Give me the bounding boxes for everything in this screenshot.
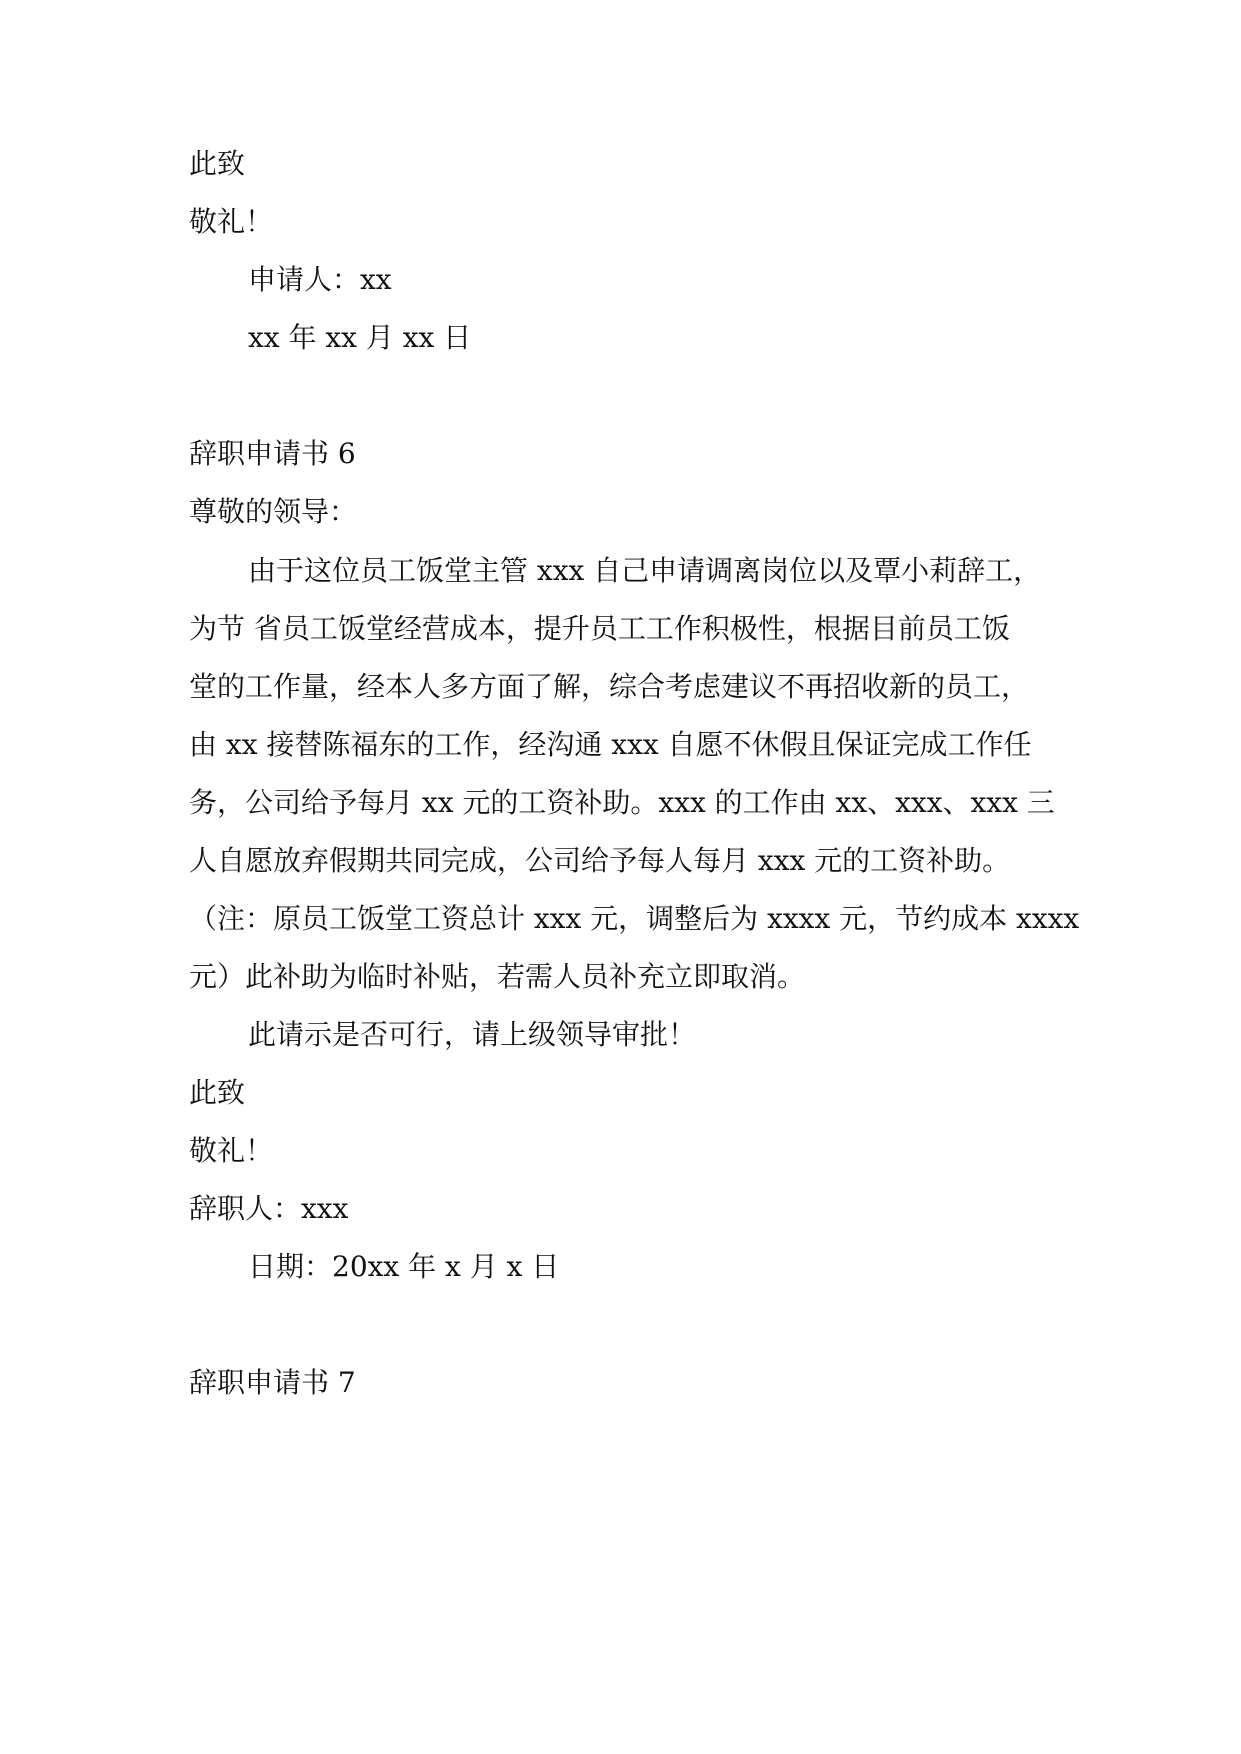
body-line: 由于这位员工饭堂主管 xxx 自己申请调离岗位以及覃小莉辞工， — [248, 554, 1042, 587]
section-title: 辞职申请书 6 — [189, 437, 356, 470]
closing-salutation-2: 敬礼！ — [189, 205, 274, 238]
body-line: （注：原员工饭堂工资总计 xxx 元，调整后为 xxxx 元，节约成本 xxxx — [189, 902, 1080, 935]
greeting: 尊敬的领导： — [189, 495, 358, 528]
body-line: 元）此补助为临时补贴，若需人员补充立即取消。 — [189, 960, 806, 993]
section-title: 辞职申请书 7 — [189, 1366, 356, 1399]
body-line: 为节 省员工饭堂经营成本，提升员工工作积极性，根据目前员工饭 — [189, 612, 1010, 645]
closing-salutation-1: 此致 — [189, 1076, 246, 1109]
applicant-signature: 申请人：xx — [248, 263, 392, 296]
body-line: 务，公司给予每月 xx 元的工资补助。xxx 的工作由 xx、xxx、xxx 三 — [189, 786, 1055, 819]
applicant-date: xx 年 xx 月 xx 日 — [248, 321, 472, 354]
resign-date: 日期：20xx 年 x 月 x 日 — [248, 1250, 560, 1283]
body-line: 由 xx 接替陈福东的工作，经沟通 xxx 自愿不休假且保证完成工作任 — [189, 728, 1032, 761]
closing-salutation-1: 此致 — [189, 147, 246, 180]
resigner-signature: 辞职人：xxx — [189, 1192, 349, 1225]
body-line: 人自愿放弃假期共同完成，公司给予每人每月 xxx 元的工资补助。 — [189, 844, 1011, 877]
closing-salutation-2: 敬礼！ — [189, 1134, 274, 1167]
request-line: 此请示是否可行，请上级领导审批！ — [248, 1018, 697, 1051]
body-line: 堂的工作量，经本人多方面了解，综合考虑建议不再招收新的员工， — [189, 670, 1030, 703]
